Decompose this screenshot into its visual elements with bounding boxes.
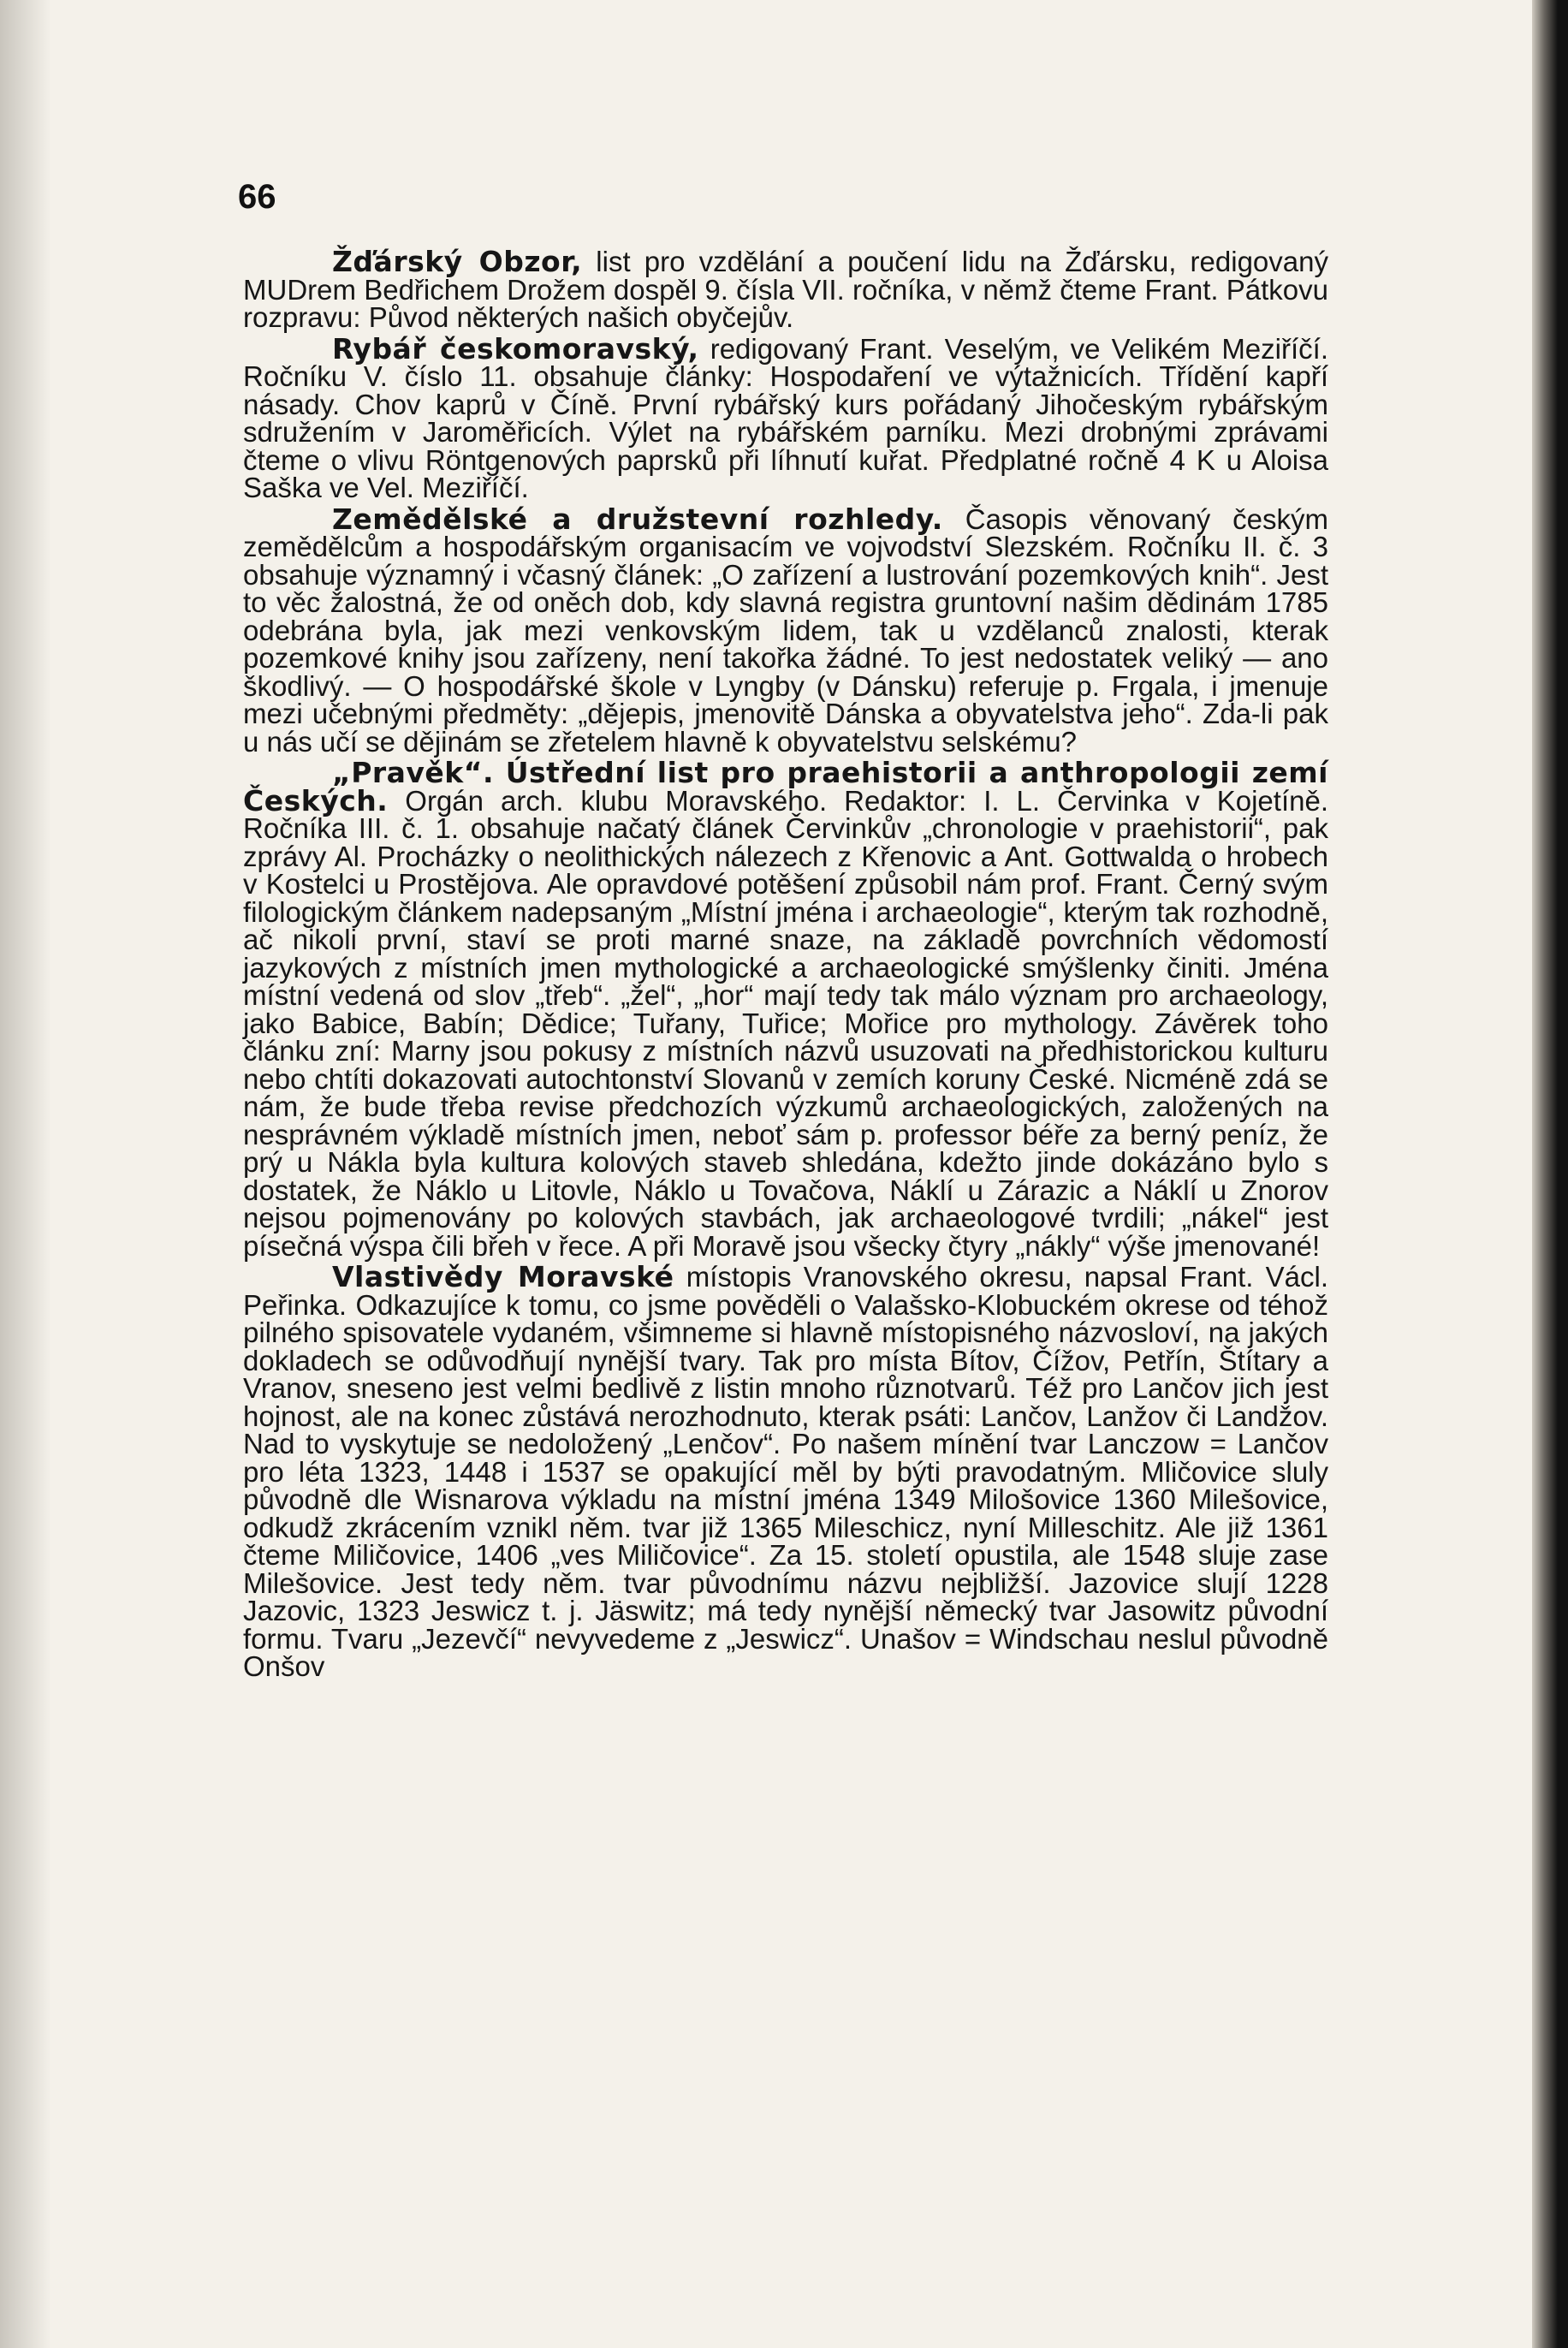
page-left-shadow [0, 0, 51, 2348]
paragraph-vlastivedy [243, 1260, 1328, 1682]
paragraph-title: Zemědělské a družstevní rozhledy. [332, 502, 943, 536]
paragraph-zdarsky-obzor [243, 245, 1328, 333]
paragraph-title: Žďárský Obzor, [332, 245, 583, 278]
article-text [243, 245, 1328, 1682]
paragraph-title: Rybář českomoravský, [332, 331, 699, 366]
paragraph-title: „Pravěk“. Ústřední list pro praehistorii a anthropologii zemí Českých. [243, 756, 1328, 817]
page-number: 66 [238, 178, 276, 216]
paragraph-body: místopis Vranovského okresu, napsal Frant. Václ. Peřinka. Odkazujíce k tomu, co jsme pověděli o Valašsko-Klobuckém okrese od téhož pilného spisovatele vydaném, všimneme si hlavně místopisného názvosloví, na jakých dokladech se odůvodňují nynější tvary. Tak pro místa Bítov, Čížov, Petřín, Štítary a Vranov, sneseno jest velmi bedlivě z listin mnoho různotvarů. Též pro Lančov jich jest hojnost, ale na konec zůstává nerozhodnuto, kterak psáti: Lančov, Lanžov či Landžov. Nad to vyskytuje se nedoložený „Lenčov“. Po našem mínění tvar Lanczow = Lančov pro léta 1323, 1448 i 1537 se opakující měl by býti pravodatným. Mličovice sluly původně dle Wisnarova výkladu na místní jména 1349 Milošovice 1360 Milešovice, odkudž zkrácením vznikl něm. tvar již 1365 Mileschicz, nyní Milleschitz. Ale již 1361 čteme Miličovice, 1406 „ves Miličovice“. Za 15. století opustila, ale 1548 sluje zase Milešovice. Jest tedy něm. tvar původnímu názvu nejbližší. Jazovice slují 1228 Jazovic, 1323 Jeswicz t. j. Jäswitz; má tedy nynější německý tvar Jasowitz původní formu. Tvaru „Jezevčí“ nevyvedeme z „Jeswicz“. Unašov = Windschau neslul původně Onšov [243, 1261, 1328, 1682]
paragraph-pravek [243, 756, 1328, 1262]
paragraph-body: list pro vzdělání a poučení lidu na Žďársku, redigovaný MUDrem Bedřichem Drožem dospěl 9. čísla VII. ročníka, v němž čteme Frant. Pátkovu rozpravu: Původ některých našich obyčejův. [243, 246, 1328, 333]
page-right-edge [1532, 0, 1568, 2348]
paragraph-body: redigovaný Frant. Veselým, ve Velikém Meziříčí. Ročníku V. číslo 11. obsahuje články: Hospodaření ve výtažnicích. Třídění kapří násady. Chov kaprů v Číně. První rybářský kurs pořádaný Jihočeským rybářským sdružením v Jaroměřicích. Výlet na rybářském parníku. Mezi drobnými zprávami čteme o vlivu Röntgenových paprsků při líhnutí kuřat. Předplatné ročně 4 K u Aloisa Saška ve Vel. Meziříčí. [243, 332, 1328, 503]
paragraph-body: Časopis věnovaný českým zemědělcům a hospodářským organisacím ve vojvodství Slezském. Ročníku II. č. 3 obsahuje významný i včasný článek: „O zařízení a lustrování pozemkových knih“. Jest to věc žalostná, že od oněch dob, kdy slavná registra gruntovní našim dědinám 1785 odebrána byla, jak mezi venkovským lidem, tak u vzdělanců znalosti, kterak pozemkové knihy jsou zařízeny, není takořka žádné. To jest nedostatek veliký — ano škodlivý. — O hospodářské škole v Lyngby (v Dánsku) referuje p. Frgala, i jmenuje mezi učebnými předměty: „dějepis, jmenovitě Dánska a obyvatelstva jeho“. Zda-li pak u nás učí se dějinám se zřetelem hlavně k obyvatelstvu selskému? [243, 502, 1328, 758]
paragraph-zemedelske-rozhledy [243, 502, 1328, 758]
paragraph-rybar [243, 331, 1328, 503]
paragraph-title: Vlastivědy Moravské [332, 1260, 674, 1293]
paragraph-body: Orgán arch. klubu Moravského. Redaktor: I. L. Červinka v Kojetíně. Ročníka III. č. 1. obsahuje načatý článek Červinkův „chronologie v praehistorii“, pak zprávy Al. Procházky o neolithických nálezech z Křenovic a Ant. Gottwalda o hrobech v Kostelci u Prostějova. Ale opravdové potěšení způsobil nám prof. Frant. Černý svým filologickým článkem nadepsaným „Místní jména i archaeologie“, kterým tak rozhodně, ač nikoli první, staví se proti marné snaze, na základě povrchních vědomostí jazykových z místních jmen mythologické a archaeologické smýšlenky činiti. Jména místní vedená od slov „třeb“. „žel“, „hor“ mají tedy tak málo význam pro archaeology, jako Babice, Babín; Dědice; Tuřany, Tuřice; Mořice pro mythology. Závěrek toho článku zní: Marny jsou pokusy z místních názvů usuzovati na předhistorickou kulturu nebo chtíti dokazovati autochtonství Slovanů v zemích koruny České. Nicméně zdá se nám, že bude třeba revise předchozích výzkumů archaeologických, založených na nesprávném výkladě místních jmen, neboť sám p. professor béře za berný peníz, že prý u Nákla byla kultura kolových staveb shledána, kdežto jinde dokázáno bylo s dostatek, že Náklo u Litovle, Náklo u Tovačova, Náklí u Zárazic a Náklí u Znorov nejsou pojmenovány po kolových stavbách, jak archaeologové tvrdili; „nákel“ jest písečná výspa čili břeh v řece. A při Moravě jsou všecky čtyry „nákly“ výše jmenované! [243, 784, 1328, 1262]
